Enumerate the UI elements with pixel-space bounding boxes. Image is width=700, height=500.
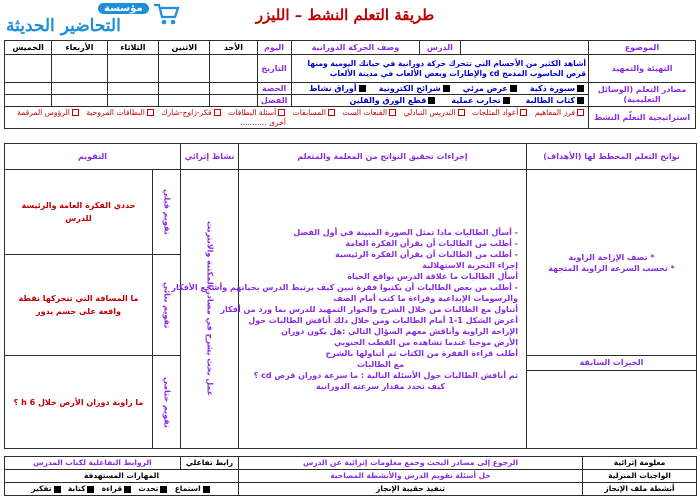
- procedure-line: الأرض موجبا عندما تشاهده من القطب الجنوبي: [334, 337, 518, 347]
- date-label: التاريخ: [257, 55, 291, 83]
- date-cell-1[interactable]: [210, 55, 257, 83]
- procedure-line: والرسومات الإبداعية وقراءة ما كتب أمام الصف: [333, 293, 518, 303]
- homework-label: الواجبات المنزلية: [583, 470, 697, 483]
- class-cell-5[interactable]: [5, 95, 52, 107]
- date-cell-3[interactable]: [107, 55, 158, 83]
- footer-table: [4, 456, 697, 496]
- portfolio-label: أنشطة ملف الإنجاز: [583, 483, 697, 496]
- checkbox-icon[interactable]: [147, 109, 154, 116]
- day-monday: الاثنين: [159, 41, 210, 55]
- class-cell-3[interactable]: [107, 95, 158, 107]
- period-cell-2[interactable]: [159, 83, 210, 95]
- checkbox-icon[interactable]: [503, 97, 510, 104]
- checkbox-icon[interactable]: [359, 85, 366, 92]
- day-label: اليوم: [257, 41, 291, 55]
- enrichment-label: معلومة إثرائية: [583, 457, 697, 470]
- main-table: [4, 143, 697, 449]
- procedure-line: الإزاحة الزاوية وأناقش معهم السؤال التالي :هل يكون دوران: [281, 326, 518, 336]
- info-table: [4, 40, 696, 129]
- homework-text: حل أسئلة تقويم الدرس والأنشطة المصاحبة: [239, 470, 583, 483]
- resources-row-1: سبورة ذكية عرض مرئي شرائح الكترونية أوراق نشاط: [291, 83, 588, 95]
- eval-text-summative: ما زاوية دوران الأرض خلال h 6 ؟: [5, 356, 153, 449]
- outcomes-cell: [527, 170, 697, 356]
- outcome-item: * تصف الإزاحة الزاوية: [568, 252, 655, 262]
- eval-type-pre: تقويم قبلي: [162, 189, 172, 235]
- class-cell-1[interactable]: [210, 95, 257, 107]
- outcome-item: * تحسب السرعة الزاوية المتجهة: [548, 263, 675, 273]
- procedure-line: - أطلب من بعض الطالبات أن يكتبوا فقرة تبين كيف يرتبط الدرس بحياتهم وأشجع الأفكار: [171, 282, 518, 292]
- evaluation-header: التقويم: [5, 144, 181, 170]
- checkbox-icon[interactable]: [510, 85, 517, 92]
- strategy-label: استراتيجية التعلّم النشط: [589, 107, 696, 129]
- class-cell-4[interactable]: [52, 95, 108, 107]
- checkbox-icon[interactable]: [124, 486, 131, 493]
- eval-text-pre: حددي الفكرة العامة والرئيسة للدرس: [5, 170, 153, 255]
- resources-row-2: كتاب الطالبة تجارب عملية قطع الورق والقلين: [291, 95, 588, 107]
- day-thursday: الخميس: [5, 41, 52, 55]
- checkbox-icon[interactable]: [577, 85, 584, 92]
- skills-list: استماع تحدث قراءة كتابة تفكير: [5, 483, 239, 496]
- interactive-link-text[interactable]: الروابط التفاعلية لكتاب المدرس: [5, 457, 181, 470]
- procedure-line: أسأل الطالبات ما علاقة الدرس بواقع الحياة: [347, 271, 518, 281]
- enrichment-text: الرجوع إلى مصادر البحث وجمع معلومات إثرائية عن الدرس: [239, 457, 583, 470]
- period-cell-5[interactable]: [5, 83, 52, 95]
- procedure-line: إجراء التجربة الاستهلالية: [422, 260, 518, 270]
- eval-text-formative: ما المسافة التي تتحركها نقطة واقعة على جسم يدور: [5, 255, 153, 356]
- checkbox-icon[interactable]: [577, 97, 584, 104]
- checkbox-icon[interactable]: [160, 486, 167, 493]
- logo-top-text: مؤسسة: [98, 3, 149, 14]
- procedures-header: إجراءات تحقيق النواتج من المعلمة والمتعلم: [239, 144, 527, 170]
- intro-text: أشاهد الكثير من الأجسام التي تتحرك حركة دورانية في حياتك اليومية ومنها قرص الحاسوب المدمج cd والإطارات وبعض الألعاب في مدينة الألعاب: [291, 55, 588, 83]
- checkbox-icon[interactable]: [428, 97, 435, 104]
- procedure-line: - أطلب من الطالبات أن يقرأن الفكرة العامة: [345, 238, 518, 248]
- checkbox-icon[interactable]: [278, 109, 285, 116]
- subject-label: الموضوع: [589, 41, 696, 55]
- eval-type-formative: تقويم بنائي: [162, 281, 172, 329]
- interactive-link-label: رابط تفاعلي: [181, 457, 239, 470]
- period-label: الحصة: [257, 83, 291, 95]
- outcomes-header: نواتج التعلم المخطط لها (الأهداف): [527, 144, 697, 170]
- day-tuesday: الثلاثاء: [107, 41, 158, 55]
- procedure-line: مع الطالبات: [356, 359, 405, 369]
- logo-main-text: التحاضير الحديثة: [6, 16, 121, 36]
- class-cell-2[interactable]: [159, 95, 210, 107]
- logo: [2, 2, 180, 42]
- prior-knowledge-cell: [527, 356, 697, 449]
- cart-icon: [152, 2, 180, 26]
- period-cell-1[interactable]: [210, 83, 257, 95]
- portfolio-text: تنفيذ حقيبة الإنجاز: [239, 483, 583, 496]
- skills-label: المهارات المستهدفة: [5, 470, 239, 483]
- strategies-other: أخرى ...........: [240, 117, 287, 127]
- lesson-value: وصف الحركة الدورانية: [291, 41, 419, 55]
- checkbox-icon[interactable]: [458, 109, 465, 116]
- procedure-line: أطلب قراءة الفقرة من الكتاب ثم أتناولها بالشرح: [325, 348, 518, 358]
- checkbox-icon[interactable]: [389, 109, 396, 116]
- procedure-line: - أطلب من الطالبات أن يقرأن الفكرة الرئيسية: [335, 249, 518, 259]
- activity-text: عمل بحث يشرح في مصادر المكتبة والانترنت: [205, 221, 215, 397]
- checkbox-icon[interactable]: [520, 109, 527, 116]
- checkbox-icon[interactable]: [87, 486, 94, 493]
- class-label: الفصل: [257, 95, 291, 107]
- resources-label: مصادر التعلم (الوسائل التعليمية): [589, 83, 696, 107]
- procedure-line: ثم أناقش الطالبات حول الأسئلة التالية : ما سرعة دوران قرص cd ؟: [253, 370, 518, 380]
- date-cell-5[interactable]: [5, 55, 52, 83]
- checkbox-icon[interactable]: [203, 486, 210, 493]
- date-cell-2[interactable]: [159, 55, 210, 83]
- subject-value[interactable]: [460, 41, 588, 55]
- intro-label: التهيئة والتمهيد: [589, 55, 696, 83]
- period-cell-4[interactable]: [52, 83, 108, 95]
- eval-type-cell: [153, 356, 181, 449]
- day-wednesday: الأربعاء: [52, 41, 108, 55]
- period-cell-3[interactable]: [107, 83, 158, 95]
- eval-type-cell: [153, 255, 181, 356]
- activity-header: نشاط إثرائي: [181, 144, 239, 170]
- procedure-line: كيف تحدد مقدار سرعته الدورانية: [316, 381, 445, 391]
- procedure-line: أتناول مع الطالبات من خلال الشرح والحوار التمهيد للدرس بما ورد من أفكار: [220, 304, 518, 314]
- lesson-label: الدرس: [420, 41, 461, 55]
- checkbox-icon[interactable]: [443, 85, 450, 92]
- eval-type-summative: تقويم ختامي: [162, 376, 172, 428]
- eval-type-cell: [153, 170, 181, 255]
- date-cell-4[interactable]: [52, 55, 108, 83]
- page-title: طريقة التعلم النشط – الليزر: [255, 6, 435, 24]
- checkbox-icon[interactable]: [214, 109, 221, 116]
- strategies-list: فرز المفاهيم أعواد المثلجات التدريس التبادلي القبعات الست المسابقات أسئلة البطاقات فكر-زاوج-شارك البطاقات المروحية الرؤوس المرقمة أخرى ...........: [5, 107, 589, 129]
- prior-knowledge-label: الخبرات السابقة: [527, 356, 696, 371]
- checkbox-icon[interactable]: [328, 109, 335, 116]
- checkbox-icon[interactable]: [72, 109, 79, 116]
- procedure-line: - أسأل الطالبات ماذا تمثل الصورة المبينة في أول الفصل: [293, 227, 518, 237]
- day-sunday: الأحد: [210, 41, 257, 55]
- checkbox-icon[interactable]: [54, 486, 61, 493]
- procedure-line: أعرض الشكل 1-1 أمام الطالبات ومن خلال ذلك أناقش الطالبات حول: [248, 315, 518, 325]
- checkbox-icon[interactable]: [577, 109, 584, 116]
